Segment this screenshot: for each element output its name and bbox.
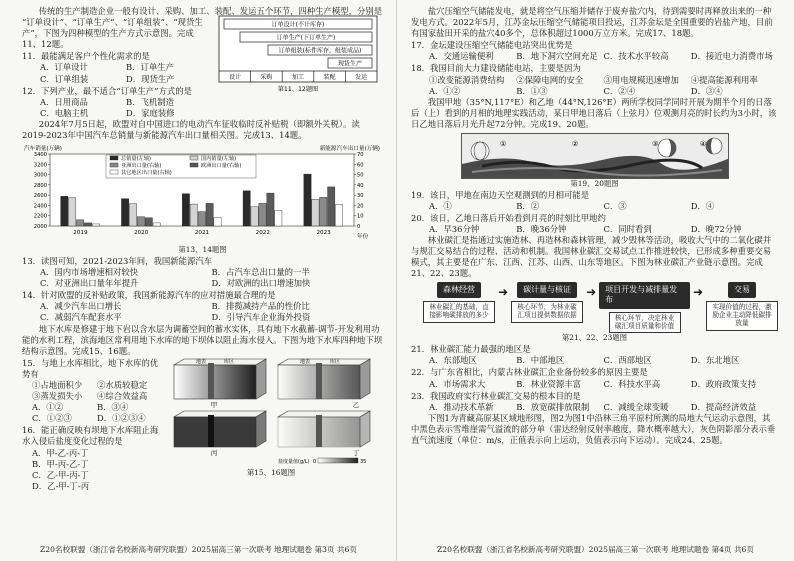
question-11-options [22,62,212,84]
x-tick-label: 2019 [73,230,88,237]
intro-text-2: “订单设计”、“订单生产”、“订单组装”、“现货生产”，下图为四种模型的生产方式示意图。完成11、12题。 [22,17,203,50]
question-20-options [411,224,778,235]
option[interactable]: B．晚36分钟 [516,224,567,235]
option[interactable]: D．家庭装修 [126,107,175,118]
x-tick-label: 2021 [194,230,210,237]
y2-tick-label: 40 [357,182,364,189]
moon-icon [706,138,722,154]
paragraph-tibet-weather: 下图1为青藏高原某区域地形图，图2为图1中沿林三角平原村所测的局地大气运动示意图，其中黑色表示雪堆崖需气溢流的部分单（雷达经射反射率越度，降水概率越大），灰色阴影部分表示垂直气流速度（单位：m/s，正值表示向上运动，负值表示向下运动）。完成24、25题。 [411,412,776,445]
bar [129,204,136,226]
question-20: 20．该日，乙地日落后开始看到月亮的时刻比甲地约 [411,212,606,223]
option[interactable]: A．国内市场增速相对较快 [40,267,139,278]
option[interactable]: C．①②③ [32,413,72,424]
photo-caption: 第19、20题图 [570,179,619,189]
chain-step-1 [423,282,495,323]
option[interactable]: B．排揽减持产品的性价比 [211,301,310,312]
y-tick-label: 2000 [33,224,47,231]
bar [275,211,282,226]
option[interactable]: D．对欧洲的出口增速加快 [211,278,311,289]
legend-label: 总销量(左轴) [121,156,151,163]
panel-label-jia: 甲 [210,400,218,409]
phase-marker: ② [571,140,578,149]
question-19: 19．该日，甲地在南边天空观测到的月相可能是 [411,189,590,200]
question-11: 11．最能满足客户个性化需求的是 [22,51,150,62]
y-tick-label: 3200 [33,162,47,169]
dam-panel-bing [174,411,266,457]
bar [214,218,221,226]
bar [320,197,327,226]
option[interactable]: C．减缓全球变暖 [603,401,669,412]
question-19-options [411,201,778,212]
legend-label: 其它地区出口量(右轴) [121,170,172,177]
question-21-options [411,355,778,366]
option[interactable]: B．地下洞穴空间充足 [516,51,598,62]
legend-swatch [110,170,118,174]
paragraph-underground-reservoir: 地下水库是修建于地下岩以含水层为调蓄空间的蓄水实体，具有地下水截蓄-调节-开发利用功能的水利工程，滨海地区常利用地下水库的地下坝体以阻止海水侵入。下图为地下水库四种地下坝结构示意图。完成15、16题。 [22,323,383,356]
bar [243,191,250,226]
diagram-row-3: 订单组装(标件库存，组装成品) [278,47,362,55]
bar [198,212,205,226]
option[interactable]: B．飞机制造 [126,96,175,107]
question-12-options [22,97,212,119]
diagram-row-1: 订单设计(不计库存) [271,21,325,29]
question-18: 18．我国目前大力建设储能电站，主要是因为 [411,63,581,74]
step-process: 加工 [291,74,305,82]
question-15-options [22,402,162,424]
question-12: 12．下列产业，最不适合“订单生产”方式的是 [22,85,192,96]
phase-marker: ③ [651,140,658,149]
moon-phase-photo [461,133,729,179]
statement: ②保障电网的安全 [516,74,584,85]
legend-swatch [190,163,198,167]
y2-axis-title: 新能源汽车出口量(万辆) [319,146,380,153]
page-footer-right: Z20名校联盟（浙江省名校新高考研究联盟）2025届高三第一次联考 地理试题卷 第4页 共6页 [437,544,754,554]
bar [69,198,76,226]
carbon-chain-diagram [411,282,778,334]
legend-label: 亚洲出口量(右轴) [121,163,162,170]
step-design: 设计 [228,74,242,82]
question-16: 16．能正确反映有坝地下水库阻止海水入侵后盐度变化过程的是 [22,425,159,447]
step-assembly: 装配 [323,74,336,82]
option[interactable]: B．② [516,200,540,211]
paragraph-2024: 2024年7月5日起，欧盟对自中国进口的电动汽车征收临时反补贴税（即额外关税）。读2019-2023年中国汽车总销量与新能源汽车出口量相关图。完成13、14题。 [22,118,360,141]
bar [190,204,197,226]
option[interactable]: A．东部地区 [429,355,477,366]
dam-panel-yi [278,358,370,409]
flow-caption: 第21、22、23题图 [561,333,628,343]
bar [206,203,213,226]
production-mode-diagram [218,15,378,119]
panel-label-yi: 乙 [352,400,360,409]
option[interactable]: D．政府政策支持 [690,378,757,389]
salinity-legend [278,458,366,465]
option[interactable]: A．①② [429,85,461,96]
phase-marker: ① [499,140,506,149]
chain-step-note: 核心环节，决定林业碳汇项目质量和价值 [609,312,681,334]
legend-label: 国内销量(左轴) [201,156,237,163]
legend-label: 欧洲出口量(右轴) [201,163,242,170]
bar [267,193,274,226]
bar [145,218,152,226]
option[interactable]: B．订单生产 [126,62,175,73]
top-label: 库区 [224,358,235,365]
statement: ②水质较稳定 [97,380,148,391]
chain-step-3 [599,282,690,334]
bar [137,217,144,226]
page-footer-left: Z20名校联盟（浙江省名校新高考研究联盟）2025届高三第一次联考 地理试题卷 第3页 共6页 [40,544,357,554]
chain-step-note: 实现价值的过程，激励企业主动降低碳排放量 [706,301,778,331]
top-label: 库区 [330,358,341,365]
y2-tick-label: 30 [357,193,364,200]
paragraph-moon-phase: 我国甲地（35°N,117°E）和乙地（44°N,126°E）两所学校同学同时开展为期半个月的日落后（上）看到的月相的地理实践活动，某日甲地日落后（上弦月）位观测月亮的时长约为3小时，该日乙地日落后月光升起72分钟。完成19、20题。 [411,96,777,129]
option[interactable]: C．③ [603,200,627,211]
chain-step-note: 核心环节，为林业碳汇项目提供数据依据 [511,301,583,323]
bar [304,174,311,226]
diagram-caption: 第11、12题图 [277,86,319,94]
chain-step-title: 项目开发与减排量发布 [599,282,690,309]
option[interactable]: A．订单设计 [40,62,88,73]
question-13-options [22,267,383,289]
y-tick-label: 2800 [33,182,47,189]
bar [61,196,68,226]
bar [84,223,91,226]
top-label: 地表 [196,358,207,365]
option[interactable]: C．订单组装 [40,73,89,84]
question-23: 23．我国政府实行林业碳汇交易的根本目的是 [411,390,581,401]
question-18-items [411,75,778,86]
option[interactable]: C．减弱汽车配套水平 [40,312,122,323]
option[interactable]: A．甲-乙-丙-丁 [32,447,89,458]
y2-tick-label: 0 [357,224,361,231]
bar [251,207,258,226]
statement: ①改变能源消费结构 [429,74,505,85]
question-23-options [411,402,778,413]
chart-caption: 第13、14题图 [178,245,227,255]
y2-tick-label: 70 [357,152,364,159]
step-ship: 发运 [354,74,368,82]
option[interactable]: A．日用商品 [40,96,88,107]
option[interactable]: C．科技水平高 [603,378,661,389]
option[interactable]: C．技术水平较高 [603,51,669,62]
bar [121,199,128,226]
statement: ④提高能源利用率 [690,74,758,85]
y-tick-label: 2400 [33,203,47,210]
question-14: 14．针对欧盟的反补贴政策，我国新能源汽车的应对措施最合理的是 [22,290,276,301]
question-22-options [411,379,778,390]
question-15-items [22,380,162,402]
moon-icon [658,139,676,157]
statement: ③蒸发损失小 [32,391,83,402]
option[interactable]: D．东北地区 [690,355,740,366]
option[interactable]: D．④ [690,200,715,211]
option[interactable]: B．①③ [516,85,548,96]
option[interactable]: C．同时看到 [603,224,652,235]
x-tick-label: 2020 [134,230,149,237]
step-purchase: 采购 [260,74,273,82]
arrow-right-icon: ➜ [498,284,509,299]
option[interactable]: C．电脑主机 [40,107,89,118]
option[interactable]: C．②④ [603,85,636,96]
y2-tick-label: 20 [357,203,364,210]
y2-tick-label: 50 [357,172,364,179]
option[interactable]: B．③④ [97,402,129,413]
dam-structure-svg [166,357,376,469]
salinity-max: 35 [360,458,367,465]
question-15: 15．与地上水库相比，地下水库的优势有 [22,357,159,379]
option[interactable]: B．放宽碳排放限制 [516,401,590,412]
legend-swatch [190,156,198,160]
option[interactable]: A．交通运输便利 [429,51,494,62]
chain-step-title: 森林经营 [437,282,481,299]
arrow-right-icon: ➜ [692,284,703,299]
y-tick-label: 3000 [33,172,47,179]
option[interactable]: A．① [429,200,452,211]
legend-swatch [110,156,118,160]
panel-label-ding: 丁 [352,448,360,457]
bar [259,203,266,226]
statement: ③用电规模迅速增加 [603,74,679,85]
option[interactable]: A．①② [32,402,64,413]
x-axis-title: 年份 [357,234,369,241]
legend-swatch [110,163,118,167]
option[interactable]: A．市场需求大 [429,378,486,389]
production-mode-svg [218,15,378,95]
bar [328,187,335,226]
question-17-options [411,51,778,62]
option[interactable]: D．③④ [690,85,723,96]
chain-step-title: 交易 [728,282,756,299]
car-sales-chart-svg [22,142,382,242]
arrow-right-icon: ➜ [586,284,597,299]
dam-panel-ding [278,411,370,457]
car-sales-chart [22,142,383,255]
option[interactable]: B．中部地区 [516,355,565,366]
option[interactable]: D．①②③④ [97,413,146,424]
chain-step-2 [511,282,583,323]
dam-caption: 第15、16题图 [246,467,296,477]
question-17: 17．金坛建设压缩空气储能电站突出优势是 [411,40,573,51]
question-18-options [411,86,778,97]
option[interactable]: A．减少汽车出口增长 [40,301,122,312]
y-tick-label: 2200 [33,213,47,220]
option[interactable]: D．乙-甲-丁-丙 [32,480,90,491]
bar [335,205,342,227]
bar [182,194,189,226]
x-tick-label: 2023 [316,230,331,237]
question-13: 13．读图可知，2021-2023年间，我国新能源汽车 [22,255,213,266]
option[interactable]: D．接近电力消费市场 [690,51,773,62]
paragraph-salt-cavern: 盐穴压缩空气储能发电，就是将空气压缩并储存于废弃盐穴内，待到需要时再释放出来的一种发电方式。2022年5月，江苏金坛压缩空气储能项目投运，江苏金坛是全国重要的岩盐产地，目前有国家盐田开采的盐穴40多个，总体积超过1000万立方米。完成17、18题。 [411,6,773,39]
option[interactable]: B．甲-丙-乙-丁 [32,458,89,469]
bar [76,220,83,226]
option[interactable]: C．对亚洲出口量年年提升 [40,278,139,289]
phase-marker: ④ [699,140,706,149]
panel-label-bing: 丙 [210,448,218,457]
question-21: 21．林业碳汇能力最强的地区是 [411,344,531,355]
option[interactable]: C．西部地区 [603,355,652,366]
y-tick-label: 2600 [33,193,47,200]
exam-page-4 [397,0,794,561]
option[interactable]: A．推动技术革新 [429,401,494,412]
salinity-min: 0 [313,458,317,465]
x-tick-label: 2022 [255,230,270,237]
option[interactable]: B．占汽车总出口量的一半 [211,267,310,278]
question-14-options [22,301,383,323]
salinity-label: 盐度量值(g/L) [278,458,310,465]
option[interactable]: D．晚72分钟 [690,224,742,235]
y2-tick-label: 60 [357,162,364,169]
y-tick-label: 3400 [33,152,47,159]
question-22: 22．与广东省相比，内蒙古林业碳汇企业备份较多的原因主要是 [411,367,648,378]
dam-structure-diagram [166,357,376,492]
question-16-options [22,448,162,492]
chain-step-4 [706,282,778,331]
bar [92,224,99,226]
paragraph-forest-carbon: 林业碳汇是指通过实施造林、再造林和森林管理，减少毁林等活动，吸收大气中的二氧化碳并与规汇交易结合的过程、活动和机制。我国林业碳汇交易试点工作推进较快，已形成多种重要交易模式，其主要是在广东、江西、江苏、山西、山东等地区。下图为林业碳汇产业链示意图。完成21、22、23题。 [411,235,772,279]
bar [153,223,160,226]
option[interactable]: D．引导汽车企业海外投资 [211,312,311,323]
top-label: 地表 [300,358,311,365]
dam-panel-jia [174,358,266,409]
option[interactable]: D．提高经济效益 [690,401,757,412]
statement: ④综合效益高 [97,391,148,402]
bar [312,199,319,226]
chain-step-note: 林业碳汇的基础，直接影响碳排放的多少 [423,301,495,323]
option[interactable]: A．早36分钟 [429,224,480,235]
y-axis-title: 汽车销量(万辆) [24,146,62,153]
y2-tick-label: 10 [357,213,364,220]
chain-step-title: 碳计量与核证 [517,282,577,299]
intro-text-1: 传统的生产制造企业一般有设计、采购、加工、装配、发运五个环节，四种生产模型，分别是 [38,6,383,16]
option[interactable]: D．现货生产 [126,73,175,84]
statement: ①占地面积少 [32,380,83,391]
option[interactable]: B．林业资源丰富 [516,378,582,389]
diagram-row-4: 现货生产 [337,60,363,68]
diagram-row-2: 订单生产(下订单生产) [276,34,336,42]
moon-phase-photo-svg [462,134,729,179]
option[interactable]: C．乙-甲-丙-丁 [32,469,89,480]
